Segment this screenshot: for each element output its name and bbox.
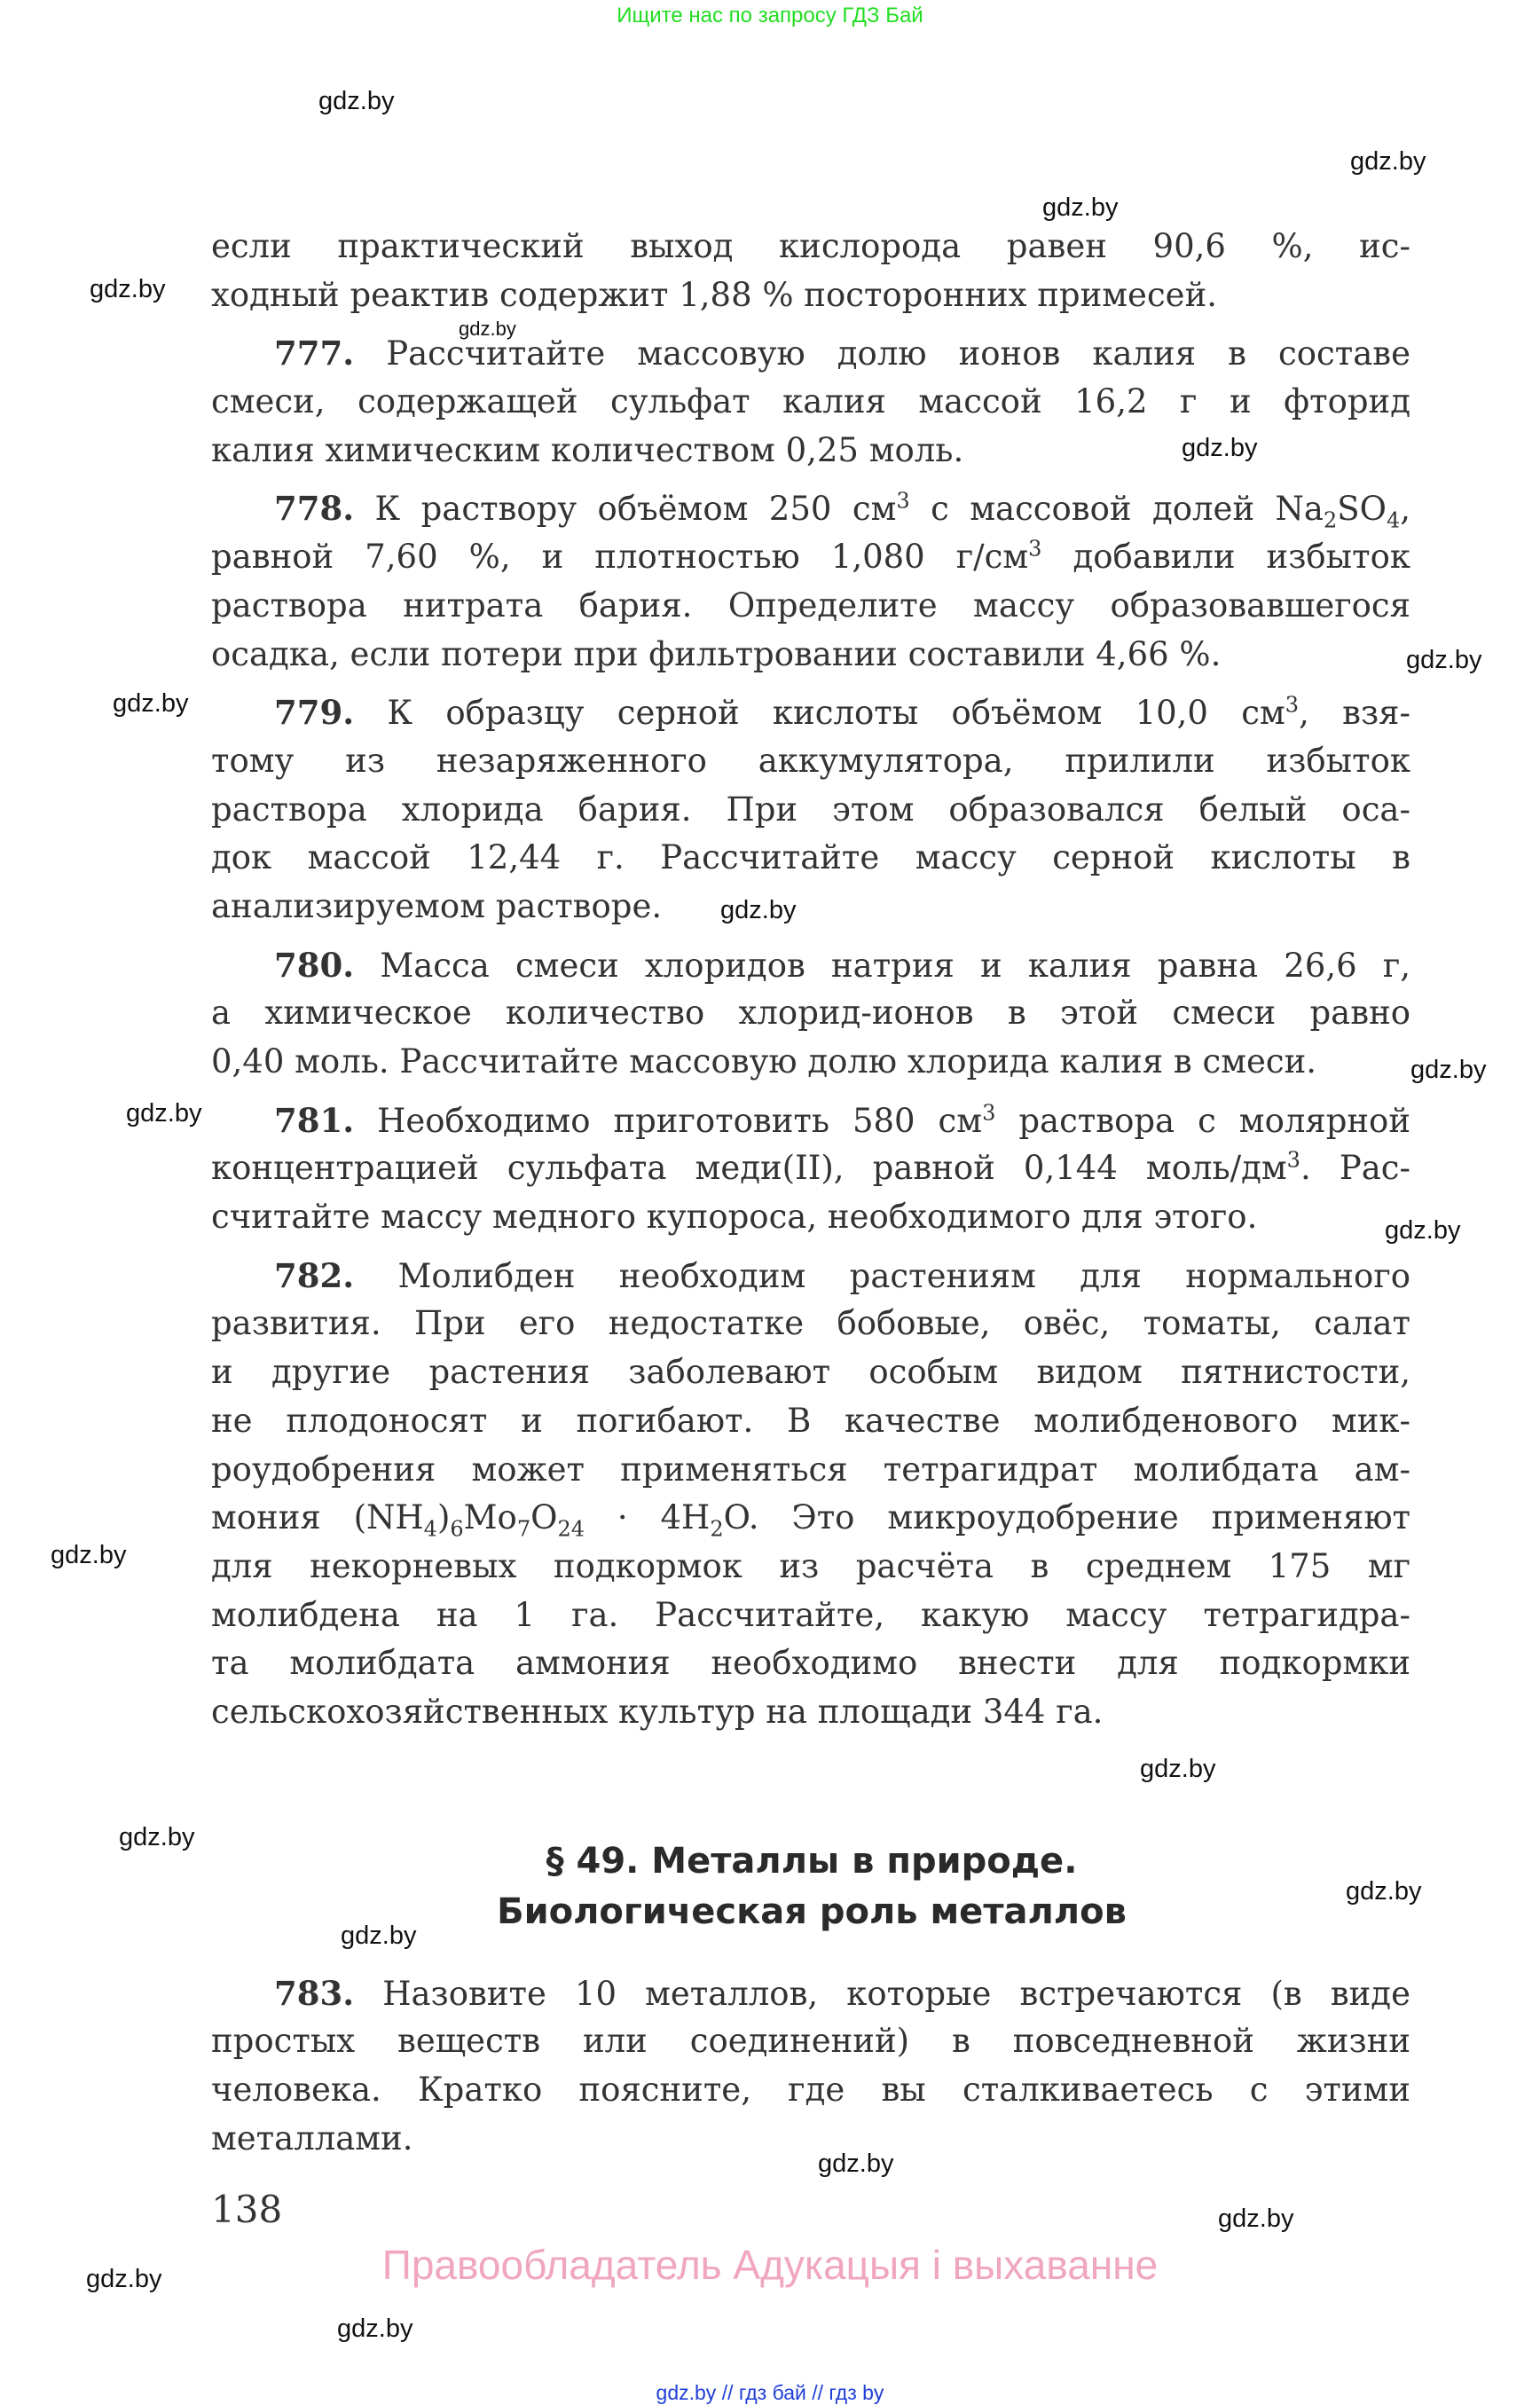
gdz-watermark: gdz.by	[459, 318, 516, 340]
subscript: 24	[557, 1516, 585, 1542]
text-run: роудобрения может применяться тетрагидрат молибдата ам-	[211, 1450, 1410, 1489]
problem-paragraph	[211, 1969, 1410, 2164]
text-line	[211, 1300, 1410, 1348]
text-run: . Рас-	[1300, 1149, 1410, 1188]
section-heading-line: Биологическая роль металлов	[497, 1890, 1127, 1932]
text-run: металлами.	[211, 2118, 413, 2157]
text-line	[211, 484, 1410, 533]
text-run: равной 7,60 %, и плотностью 1,080 г/см	[211, 538, 1029, 577]
section-heading	[211, 1836, 1412, 1937]
text-line	[211, 1038, 1410, 1087]
text-run: Рассчитайте массовую долю ионов калия в составе	[354, 334, 1410, 373]
gdz-watermark: gdz.by	[1218, 2205, 1294, 2233]
superscript: 3	[896, 489, 910, 515]
text-run: Масса смеси хлоридов натрия и калия равна 26,6 г,	[354, 946, 1410, 985]
text-run: та молибдата аммония необходимо внести для подкормки	[211, 1644, 1410, 1683]
text-run: анализируемом растворе.	[211, 886, 663, 925]
text-line	[211, 2017, 1410, 2066]
gdz-watermark: gdz.by	[818, 2150, 894, 2178]
text-run: мония (NH	[211, 1498, 424, 1537]
text-run: человека. Кратко поясните, где вы сталкиваетесь с этими	[211, 2071, 1410, 2109]
text-line	[211, 582, 1410, 631]
gdz-watermark: gdz.by	[1406, 646, 1482, 674]
text-line	[211, 737, 1410, 786]
text-line	[211, 883, 1410, 931]
text-line	[211, 1969, 1410, 2018]
text-run: O	[530, 1498, 558, 1537]
textbook-page-body	[211, 223, 1410, 2163]
gdz-watermark: gdz.by	[318, 87, 395, 115]
superscript: 3	[1285, 692, 1300, 718]
text-run: , взя-	[1299, 694, 1410, 733]
gdz-watermark: gdz.by	[341, 1922, 417, 1950]
problem-number: 779.	[274, 693, 355, 733]
text-run: не плодоносят и погибают. В качестве молибденового мик-	[211, 1401, 1410, 1440]
text-line	[211, 1688, 1410, 1737]
text-run: если практический выход кислорода равен 90,6 %, ис-	[211, 227, 1410, 265]
problem-number: 781.	[274, 1100, 355, 1140]
problem-number: 783.	[274, 1973, 355, 2013]
text-run: К образцу серной кислоты объёмом 10,0 см	[354, 694, 1285, 733]
text-line	[211, 329, 1410, 378]
text-run: осадка, если потери при фильтровании составили 4,66 %.	[211, 634, 1222, 673]
text-run: раствора с молярной	[995, 1101, 1410, 1140]
problem-paragraph	[211, 1096, 1410, 1242]
gdz-watermark: gdz.by	[1410, 1056, 1487, 1084]
text-line	[211, 2066, 1410, 2115]
text-run: ходный реактив содержит 1,88 % посторонних примесей.	[211, 275, 1217, 314]
text-run: и другие растения заболевают особым видом пятнистости,	[211, 1353, 1410, 1392]
text-run: а химическое количество хлорид-ионов в этой смеси равно	[211, 994, 1410, 1033]
footer-links[interactable]: gdz.by // гдз бай // гдз by	[656, 2381, 884, 2404]
problem-paragraph	[211, 941, 1410, 1087]
text-run: для некорневых подкормок из расчёта в среднем 175 мг	[211, 1546, 1410, 1585]
text-run: смеси, содержащей сульфат калия массой 16,2 г и фторид	[211, 382, 1410, 421]
gdz-watermark: gdz.by	[51, 1541, 127, 1569]
copyright-holder: Правообладатель Адукацыя і выхаванне	[381, 2242, 1159, 2288]
text-run: сельскохозяйственных культур на площади 344 га.	[211, 1692, 1104, 1731]
text-line	[211, 688, 1410, 737]
text-line	[211, 1144, 1410, 1193]
gdz-watermark: gdz.by	[119, 1823, 195, 1851]
text-line	[211, 223, 1410, 271]
text-line	[211, 271, 1410, 320]
text-line	[211, 427, 1410, 475]
text-run: молибдена на 1 га. Рассчитайте, какую массу тетрагидра-	[211, 1595, 1410, 1634]
text-run: с массовой долей Na	[909, 490, 1324, 529]
gdz-watermark: gdz.by	[1385, 1216, 1461, 1245]
problem-paragraph	[211, 1252, 1410, 1737]
text-line	[211, 1348, 1410, 1397]
gdz-watermark: gdz.by	[1346, 1877, 1422, 1906]
gdz-watermark: gdz.by	[1182, 434, 1258, 462]
text-line	[211, 533, 1410, 582]
text-line	[211, 378, 1410, 427]
text-line	[211, 1639, 1410, 1688]
text-run: Необходимо приготовить 580 см	[354, 1101, 983, 1140]
text-run: развития. При его недостатке бобовые, овёс, томаты, салат	[211, 1304, 1410, 1343]
subscript: 2	[1323, 507, 1338, 533]
section-heading-line: § 49. Металлы в природе.	[546, 1840, 1078, 1882]
gdz-watermark: gdz.by	[1350, 147, 1426, 176]
page-number: 138	[211, 2188, 283, 2231]
problem-number: 782.	[274, 1255, 355, 1295]
text-line	[211, 1193, 1410, 1242]
subscript: 4	[1386, 507, 1401, 533]
continued-problem-text	[211, 223, 1410, 319]
text-run: раствора хлорида бария. При этом образовался белый оса-	[211, 790, 1410, 829]
text-run: раствора нитрата бария. Определите массу образовавшегося	[211, 586, 1410, 625]
subscript: 2	[710, 1516, 724, 1542]
superscript: 3	[982, 1100, 996, 1126]
problem-number: 780.	[274, 945, 355, 985]
text-line	[211, 1446, 1410, 1495]
text-line	[211, 1592, 1410, 1640]
text-run: К раствору объёмом 250 см	[354, 490, 897, 529]
subscript: 4	[423, 1516, 437, 1542]
text-run: док массой 12,44 г. Рассчитайте массу серной кислоты в	[211, 838, 1410, 877]
search-hint-banner: Ищите нас по запросу ГДЗ Бай	[617, 4, 923, 28]
text-run: Молибден необходим растениям для нормального	[354, 1256, 1410, 1295]
problem-paragraph	[211, 484, 1410, 679]
text-line	[211, 941, 1410, 990]
text-line	[211, 1494, 1410, 1543]
text-run: калия химическим количеством 0,25 моль.	[211, 430, 964, 469]
problem-number: 777.	[274, 334, 355, 373]
subscript: 6	[450, 1516, 464, 1542]
gdz-watermark: gdz.by	[86, 2265, 162, 2293]
text-line	[211, 989, 1410, 1038]
text-line	[211, 1543, 1410, 1592]
gdz-watermark: gdz.by	[720, 896, 797, 924]
text-line	[211, 1096, 1410, 1145]
text-line	[211, 1397, 1410, 1446]
text-run: простых веществ или соединений) в повседневной жизни	[211, 2022, 1410, 2061]
problem-number: 778.	[274, 489, 355, 529]
text-line	[211, 1252, 1410, 1301]
text-run: Mo	[463, 1498, 517, 1537]
superscript: 3	[1286, 1148, 1300, 1174]
subscript: 7	[516, 1516, 531, 1542]
problem-paragraph	[211, 688, 1410, 931]
text-line	[211, 631, 1410, 680]
text-line	[211, 2115, 1410, 2164]
gdz-watermark: gdz.by	[1140, 1755, 1216, 1783]
gdz-watermark: gdz.by	[113, 689, 189, 718]
text-run: концентрацией сульфата меди(II), равной 0,144 моль/дм	[211, 1149, 1287, 1188]
text-line	[211, 786, 1410, 835]
text-line	[211, 834, 1410, 883]
gdz-watermark: gdz.by	[90, 275, 166, 303]
text-run: · 4H	[585, 1498, 711, 1537]
problem-paragraph	[211, 329, 1410, 475]
text-run: считайте массу медного купороса, необходимого для этого.	[211, 1198, 1258, 1237]
text-run: 0,40 моль. Рассчитайте массовую долю хлорида калия в смеси.	[211, 1042, 1317, 1081]
superscript: 3	[1028, 536, 1042, 562]
gdz-watermark: gdz.by	[1042, 193, 1119, 222]
text-run: тому из незаряженного аккумулятора, прилили избыток	[211, 741, 1410, 780]
gdz-watermark: gdz.by	[126, 1099, 202, 1128]
text-run: Назовите 10 металлов, которые встречаются (в виде	[354, 1974, 1410, 2013]
text-run: SO	[1337, 490, 1387, 529]
text-run: ,	[1400, 490, 1410, 529]
gdz-watermark: gdz.by	[337, 2315, 413, 2343]
text-run: )	[436, 1498, 451, 1537]
text-run: добавили избыток	[1041, 538, 1410, 577]
text-run: O. Это микроудобрение применяют	[723, 1498, 1410, 1537]
